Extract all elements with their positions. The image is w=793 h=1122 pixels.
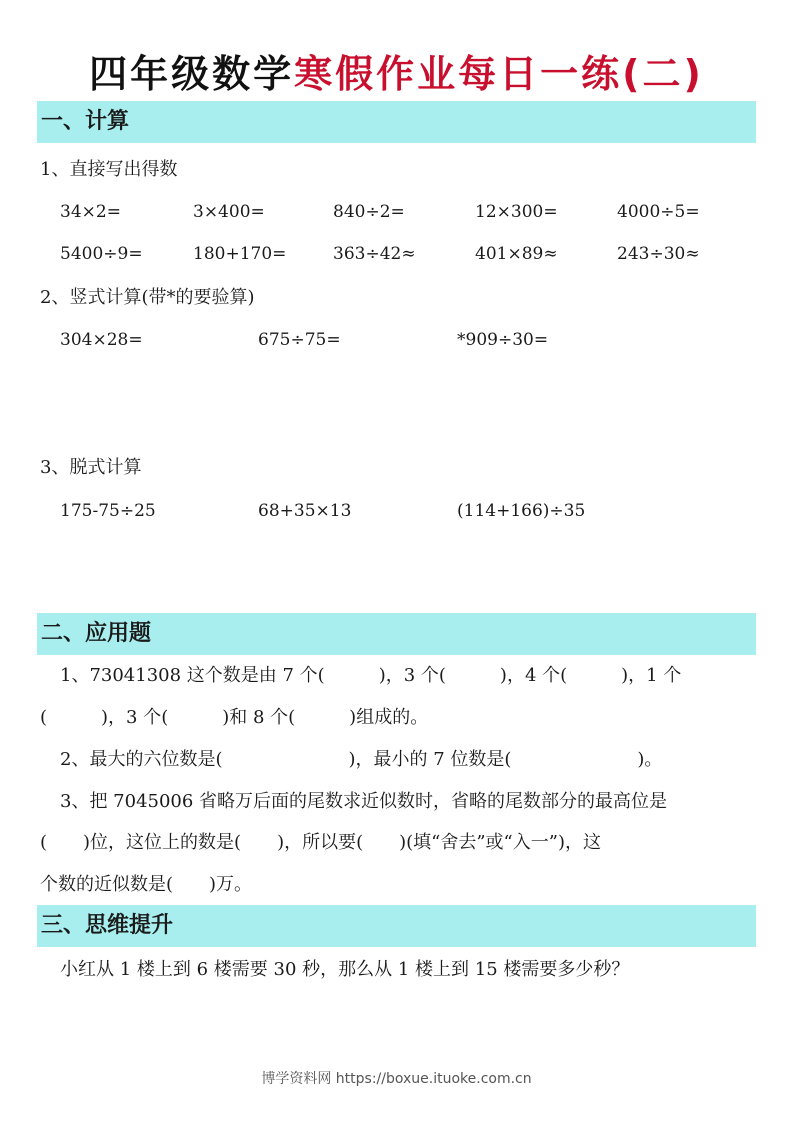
- word-problem-2: 2、最大的六位数是( )，最小的 7 位数是( )。: [60, 749, 663, 770]
- section-heading-calculation: 一、计算: [37, 101, 756, 143]
- direct-answer-item: 401×89≈: [475, 244, 558, 264]
- vertical-calc-item: 675÷75=: [258, 330, 341, 350]
- stepwise-calc-item: (114+166)÷35: [457, 501, 586, 521]
- stepwise-calc-item: 175-75÷25: [60, 501, 156, 521]
- direct-answer-item: 12×300=: [475, 202, 558, 222]
- title-grade-subject: 四年级数学: [89, 52, 295, 96]
- direct-answer-item: 180+170=: [193, 244, 287, 264]
- vertical-calc-item: 304×28=: [60, 330, 143, 350]
- direct-answer-item: 34×2=: [60, 202, 121, 222]
- direct-answer-item: 363÷42≈: [333, 244, 416, 264]
- stepwise-calc-item: 68+35×13: [258, 501, 352, 521]
- direct-answer-item: 840÷2=: [333, 202, 405, 222]
- direct-answer-item: 243÷30≈: [617, 244, 700, 264]
- title-practice-name: 寒假作业每日一练(二): [294, 52, 704, 96]
- thinking-question: 小红从 1 楼上到 6 楼需要 30 秒，那么从 1 楼上到 15 楼需要多少秒？: [60, 959, 630, 980]
- word-problem-3-line2: ( )位，这位上的数是( )，所以要( )(填“舍去”或“入一”)，这: [40, 832, 601, 853]
- section-heading-thinking: 三、思维提升: [37, 905, 756, 947]
- subheading-vertical-calculation: 2、竖式计算(带*的要验算): [40, 287, 255, 308]
- word-problem-1-line1: 1、73041308 这个数是由 7 个( )，3 个( )，4 个( )，1 个: [60, 665, 682, 686]
- direct-answer-item: 5400÷9=: [60, 244, 143, 264]
- page-title: [0, 48, 793, 100]
- word-problem-3-line1: 3、把 7045006 省略万后面的尾数求近似数时，省略的尾数部分的最高位是: [60, 791, 668, 812]
- subheading-direct-answers: 1、直接写出得数: [40, 159, 178, 180]
- direct-answer-item: 4000÷5=: [617, 202, 700, 222]
- footer-watermark: 博学资料网 https://boxue.ituoke.com.cn: [261, 1071, 532, 1087]
- word-problem-1-line2: ( )，3 个( )和 8 个( )组成的。: [40, 707, 429, 728]
- direct-answer-item: 3×400=: [193, 202, 265, 222]
- subheading-stepwise-calculation: 3、脱式计算: [40, 457, 142, 478]
- vertical-calc-item: *909÷30=: [457, 330, 549, 350]
- word-problem-3-line3: 个数的近似数是( )万。: [40, 874, 253, 895]
- section-heading-word-problems: 二、应用题: [37, 613, 756, 655]
